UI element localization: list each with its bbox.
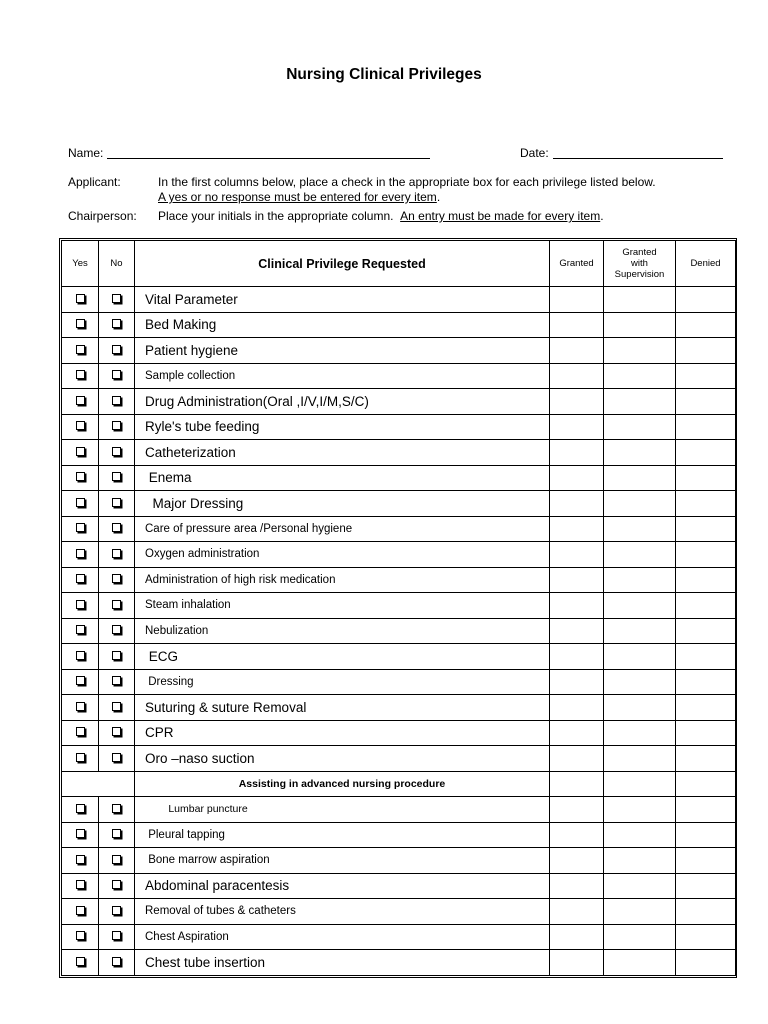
table-row	[62, 440, 736, 466]
no-cell	[99, 644, 135, 670]
table-row	[62, 950, 736, 976]
denied-cell[interactable]	[676, 465, 736, 491]
granted-cell[interactable]	[550, 695, 604, 721]
no-cell	[99, 491, 135, 517]
yes-cell	[62, 542, 99, 568]
yes-checkbox[interactable]	[76, 294, 85, 303]
granted-supervision-cell[interactable]	[604, 720, 676, 746]
denied-cell[interactable]	[676, 669, 736, 695]
no-cell	[99, 950, 135, 976]
chairperson-instruction-text: Place your initials in the appropriate column.	[158, 209, 394, 223]
granted-supervision-cell[interactable]	[604, 491, 676, 517]
yes-checkbox[interactable]	[76, 906, 85, 915]
yes-checkbox[interactable]	[76, 829, 85, 838]
no-checkbox[interactable]	[112, 549, 121, 558]
table-row	[62, 389, 736, 415]
yes-cell	[62, 720, 99, 746]
privilege-name: Oro –naso suction	[135, 746, 550, 772]
granted-supervision-cell[interactable]	[604, 516, 676, 542]
header-privilege: Clinical Privilege Requested	[135, 241, 550, 287]
table-row	[62, 618, 736, 644]
granted-cell[interactable]	[550, 516, 604, 542]
privilege-name: Chest Aspiration	[135, 924, 550, 950]
granted-cell[interactable]	[550, 542, 604, 568]
denied-cell[interactable]	[676, 848, 736, 874]
no-checkbox[interactable]	[112, 829, 121, 838]
table-row	[62, 414, 736, 440]
denied-cell[interactable]	[676, 720, 736, 746]
chairperson-requirement-period: .	[600, 209, 604, 223]
denied-cell[interactable]	[676, 440, 736, 466]
privilege-name: Oxygen administration	[135, 542, 550, 568]
granted-supervision-cell[interactable]	[604, 567, 676, 593]
granted-cell[interactable]	[550, 746, 604, 772]
no-checkbox[interactable]	[112, 421, 121, 430]
no-cell	[99, 516, 135, 542]
no-checkbox[interactable]	[112, 319, 121, 328]
yes-cell	[62, 287, 99, 313]
granted-supervision-cell[interactable]	[604, 465, 676, 491]
yes-cell	[62, 899, 99, 925]
applicant-requirement-text: A yes or no response must be entered for every item	[158, 190, 437, 204]
privilege-name: Administration of high risk medication	[135, 567, 550, 593]
privilege-name: Bed Making	[135, 312, 550, 338]
privilege-name: Catheterization	[135, 440, 550, 466]
no-cell	[99, 669, 135, 695]
denied-cell[interactable]	[676, 797, 736, 823]
yes-checkbox[interactable]	[76, 370, 85, 379]
yes-cell	[62, 389, 99, 415]
privileges-table-frame	[59, 238, 737, 978]
yes-checkbox[interactable]	[76, 676, 85, 685]
privileges-table	[61, 240, 736, 976]
yes-cell	[62, 924, 99, 950]
granted-cell[interactable]	[550, 720, 604, 746]
no-cell	[99, 312, 135, 338]
no-checkbox[interactable]	[112, 676, 121, 685]
denied-cell[interactable]	[676, 899, 736, 925]
no-cell	[99, 618, 135, 644]
no-checkbox[interactable]	[112, 447, 121, 456]
yes-cell	[62, 695, 99, 721]
yes-checkbox[interactable]	[76, 574, 85, 583]
no-checkbox[interactable]	[112, 345, 121, 354]
granted-cell[interactable]	[550, 950, 604, 976]
privilege-name: Removal of tubes & catheters	[135, 899, 550, 925]
table-row	[62, 746, 736, 772]
no-checkbox[interactable]	[112, 370, 121, 379]
no-cell	[99, 899, 135, 925]
yes-checkbox[interactable]	[76, 472, 85, 481]
no-checkbox[interactable]	[112, 880, 121, 889]
denied-cell[interactable]	[676, 695, 736, 721]
granted-supervision-cell[interactable]	[604, 746, 676, 772]
granted-cell[interactable]	[550, 440, 604, 466]
no-cell	[99, 567, 135, 593]
no-checkbox[interactable]	[112, 625, 121, 634]
granted-cell[interactable]	[550, 363, 604, 389]
granted-cell[interactable]	[550, 338, 604, 364]
denied-cell[interactable]	[676, 516, 736, 542]
no-checkbox[interactable]	[112, 472, 121, 481]
header-yes: Yes	[62, 241, 99, 287]
privilege-name: Nebulization	[135, 618, 550, 644]
yes-checkbox[interactable]	[76, 727, 85, 736]
yes-checkbox[interactable]	[76, 447, 85, 456]
yes-cell	[62, 618, 99, 644]
table-row	[62, 516, 736, 542]
yes-cell	[62, 644, 99, 670]
yes-cell	[62, 873, 99, 899]
privilege-name: ECG	[135, 644, 550, 670]
no-checkbox[interactable]	[112, 931, 121, 940]
granted-cell[interactable]	[550, 899, 604, 925]
yes-checkbox[interactable]	[76, 600, 85, 609]
granted-cell[interactable]	[550, 873, 604, 899]
no-cell	[99, 363, 135, 389]
no-checkbox[interactable]	[112, 855, 121, 864]
denied-cell[interactable]	[676, 950, 736, 976]
yes-checkbox[interactable]	[76, 549, 85, 558]
header-no: No	[99, 241, 135, 287]
no-checkbox[interactable]	[112, 957, 121, 966]
yes-cell	[62, 516, 99, 542]
name-field[interactable]	[107, 158, 430, 159]
privilege-name: Steam inhalation	[135, 593, 550, 619]
no-checkbox[interactable]	[112, 651, 121, 660]
header-denied: Denied	[676, 241, 736, 287]
yes-cell	[62, 746, 99, 772]
privilege-name: Dressing	[135, 669, 550, 695]
table-row	[62, 873, 736, 899]
yes-cell	[62, 593, 99, 619]
granted-supervision-cell[interactable]	[604, 873, 676, 899]
denied-cell[interactable]	[676, 287, 736, 313]
no-cell	[99, 338, 135, 364]
granted-supervision-cell[interactable]	[604, 414, 676, 440]
table-row	[62, 848, 736, 874]
granted-supervision-cell[interactable]	[604, 695, 676, 721]
yes-checkbox[interactable]	[76, 804, 85, 813]
yes-checkbox[interactable]	[76, 880, 85, 889]
chairperson-instruction	[158, 209, 604, 223]
section-granted-cell	[550, 771, 604, 797]
privilege-name: Care of pressure area /Personal hygiene	[135, 516, 550, 542]
denied-cell[interactable]	[676, 414, 736, 440]
name-label: Name:	[68, 146, 104, 160]
table-row	[62, 593, 736, 619]
no-cell	[99, 848, 135, 874]
yes-cell	[62, 312, 99, 338]
header-granted-supervision-line3: Supervision	[614, 269, 665, 280]
date-label: Date:	[520, 146, 549, 160]
yes-cell	[62, 669, 99, 695]
privilege-name: Ryle's tube feeding	[135, 414, 550, 440]
granted-cell[interactable]	[550, 618, 604, 644]
granted-supervision-cell[interactable]	[604, 848, 676, 874]
yes-checkbox[interactable]	[76, 855, 85, 864]
chairperson-requirement: An entry must be made for every item	[400, 209, 601, 223]
yes-checkbox[interactable]	[76, 651, 85, 660]
denied-cell[interactable]	[676, 338, 736, 364]
yes-checkbox[interactable]	[76, 702, 85, 711]
no-checkbox[interactable]	[112, 702, 121, 711]
granted-supervision-cell[interactable]	[604, 287, 676, 313]
no-cell	[99, 720, 135, 746]
page-title: Nursing Clinical Privileges	[286, 66, 482, 83]
section-row	[62, 771, 736, 797]
no-checkbox[interactable]	[112, 523, 121, 532]
table-row	[62, 899, 736, 925]
no-cell	[99, 746, 135, 772]
denied-cell[interactable]	[676, 389, 736, 415]
section-blank-cell	[62, 771, 135, 797]
table-row	[62, 567, 736, 593]
privilege-name: Bone marrow aspiration	[135, 848, 550, 874]
yes-checkbox[interactable]	[76, 421, 85, 430]
privilege-name: Patient hygiene	[135, 338, 550, 364]
granted-supervision-cell[interactable]	[604, 822, 676, 848]
table-row	[62, 720, 736, 746]
header-granted-supervision	[604, 241, 676, 287]
granted-supervision-cell[interactable]	[604, 618, 676, 644]
privilege-name: CPR	[135, 720, 550, 746]
table-row	[62, 542, 736, 568]
header-granted: Granted	[550, 241, 604, 287]
date-field[interactable]	[553, 158, 723, 159]
denied-cell[interactable]	[676, 644, 736, 670]
yes-cell	[62, 338, 99, 364]
no-cell	[99, 873, 135, 899]
applicant-requirement	[158, 190, 440, 204]
no-cell	[99, 465, 135, 491]
yes-cell	[62, 414, 99, 440]
header-granted-supervision-line2: with	[631, 258, 648, 269]
table-row	[62, 695, 736, 721]
yes-cell	[62, 797, 99, 823]
granted-cell[interactable]	[550, 414, 604, 440]
granted-cell[interactable]	[550, 644, 604, 670]
applicant-instruction: In the first columns below, place a check in the appropriate box for each privilege listed below.	[158, 175, 656, 189]
table-row	[62, 644, 736, 670]
applicant-label: Applicant:	[68, 175, 121, 189]
chairperson-label: Chairperson:	[68, 209, 137, 223]
table-row	[62, 338, 736, 364]
no-checkbox[interactable]	[112, 294, 121, 303]
granted-supervision-cell[interactable]	[604, 644, 676, 670]
granted-cell[interactable]	[550, 312, 604, 338]
yes-checkbox[interactable]	[76, 396, 85, 405]
denied-cell[interactable]	[676, 873, 736, 899]
yes-cell	[62, 848, 99, 874]
granted-cell[interactable]	[550, 924, 604, 950]
no-cell	[99, 924, 135, 950]
no-cell	[99, 593, 135, 619]
no-checkbox[interactable]	[112, 753, 121, 762]
table-row	[62, 669, 736, 695]
yes-checkbox[interactable]	[76, 957, 85, 966]
granted-cell[interactable]	[550, 669, 604, 695]
privilege-name: Vital Parameter	[135, 287, 550, 313]
granted-cell[interactable]	[550, 593, 604, 619]
no-cell	[99, 695, 135, 721]
privilege-name: Lumbar puncture	[135, 797, 550, 823]
denied-cell[interactable]	[676, 924, 736, 950]
granted-supervision-cell[interactable]	[604, 440, 676, 466]
granted-supervision-cell[interactable]	[604, 389, 676, 415]
no-cell	[99, 389, 135, 415]
yes-checkbox[interactable]	[76, 753, 85, 762]
table-row	[62, 287, 736, 313]
granted-cell[interactable]	[550, 287, 604, 313]
table-row	[62, 924, 736, 950]
granted-cell[interactable]	[550, 491, 604, 517]
yes-cell	[62, 567, 99, 593]
yes-checkbox[interactable]	[76, 345, 85, 354]
granted-supervision-cell[interactable]	[604, 542, 676, 568]
denied-cell[interactable]	[676, 822, 736, 848]
no-checkbox[interactable]	[112, 906, 121, 915]
yes-cell	[62, 950, 99, 976]
denied-cell[interactable]	[676, 593, 736, 619]
granted-supervision-cell[interactable]	[604, 797, 676, 823]
yes-checkbox[interactable]	[76, 523, 85, 532]
denied-cell[interactable]	[676, 363, 736, 389]
section-denied-cell	[676, 771, 736, 797]
granted-supervision-cell[interactable]	[604, 669, 676, 695]
no-checkbox[interactable]	[112, 600, 121, 609]
table-header-row	[62, 241, 736, 287]
yes-cell	[62, 822, 99, 848]
yes-checkbox[interactable]	[76, 319, 85, 328]
granted-cell[interactable]	[550, 848, 604, 874]
section-heading: Assisting in advanced nursing procedure	[135, 771, 550, 797]
granted-supervision-cell[interactable]	[604, 338, 676, 364]
no-cell	[99, 797, 135, 823]
yes-checkbox[interactable]	[76, 625, 85, 634]
no-checkbox[interactable]	[112, 498, 121, 507]
no-cell	[99, 414, 135, 440]
table-row	[62, 491, 736, 517]
yes-cell	[62, 363, 99, 389]
applicant-requirement-period: .	[436, 190, 441, 204]
yes-cell	[62, 465, 99, 491]
yes-cell	[62, 440, 99, 466]
granted-cell[interactable]	[550, 389, 604, 415]
denied-cell[interactable]	[676, 491, 736, 517]
denied-cell[interactable]	[676, 542, 736, 568]
denied-cell[interactable]	[676, 618, 736, 644]
privilege-name: Pleural tapping	[135, 822, 550, 848]
no-cell	[99, 822, 135, 848]
privilege-name: Enema	[135, 465, 550, 491]
granted-supervision-cell[interactable]	[604, 593, 676, 619]
denied-cell[interactable]	[676, 746, 736, 772]
table-row	[62, 312, 736, 338]
no-checkbox[interactable]	[112, 396, 121, 405]
granted-supervision-cell[interactable]	[604, 363, 676, 389]
granted-cell[interactable]	[550, 797, 604, 823]
denied-cell[interactable]	[676, 312, 736, 338]
privilege-name: Suturing & suture Removal	[135, 695, 550, 721]
table-row	[62, 822, 736, 848]
yes-checkbox[interactable]	[76, 931, 85, 940]
granted-supervision-cell[interactable]	[604, 924, 676, 950]
no-checkbox[interactable]	[112, 727, 121, 736]
section-granted-supervision-cell	[604, 771, 676, 797]
table-row	[62, 465, 736, 491]
granted-cell[interactable]	[550, 465, 604, 491]
no-cell	[99, 542, 135, 568]
granted-cell[interactable]	[550, 567, 604, 593]
granted-supervision-cell[interactable]	[604, 950, 676, 976]
privilege-name: Abdominal paracentesis	[135, 873, 550, 899]
yes-cell	[62, 491, 99, 517]
table-row	[62, 797, 736, 823]
granted-supervision-cell[interactable]	[604, 312, 676, 338]
no-cell	[99, 440, 135, 466]
no-checkbox[interactable]	[112, 574, 121, 583]
privilege-name: Major Dressing	[135, 491, 550, 517]
privilege-name: Drug Administration(Oral ,I/V,I/M,S/C)	[135, 389, 550, 415]
granted-supervision-cell[interactable]	[604, 899, 676, 925]
denied-cell[interactable]	[676, 567, 736, 593]
privilege-name: Chest tube insertion	[135, 950, 550, 976]
no-checkbox[interactable]	[112, 804, 121, 813]
table-row	[62, 363, 736, 389]
granted-cell[interactable]	[550, 822, 604, 848]
yes-checkbox[interactable]	[76, 498, 85, 507]
no-cell	[99, 287, 135, 313]
header-granted-supervision-line1: Granted	[622, 247, 657, 258]
privilege-name: Sample collection	[135, 363, 550, 389]
